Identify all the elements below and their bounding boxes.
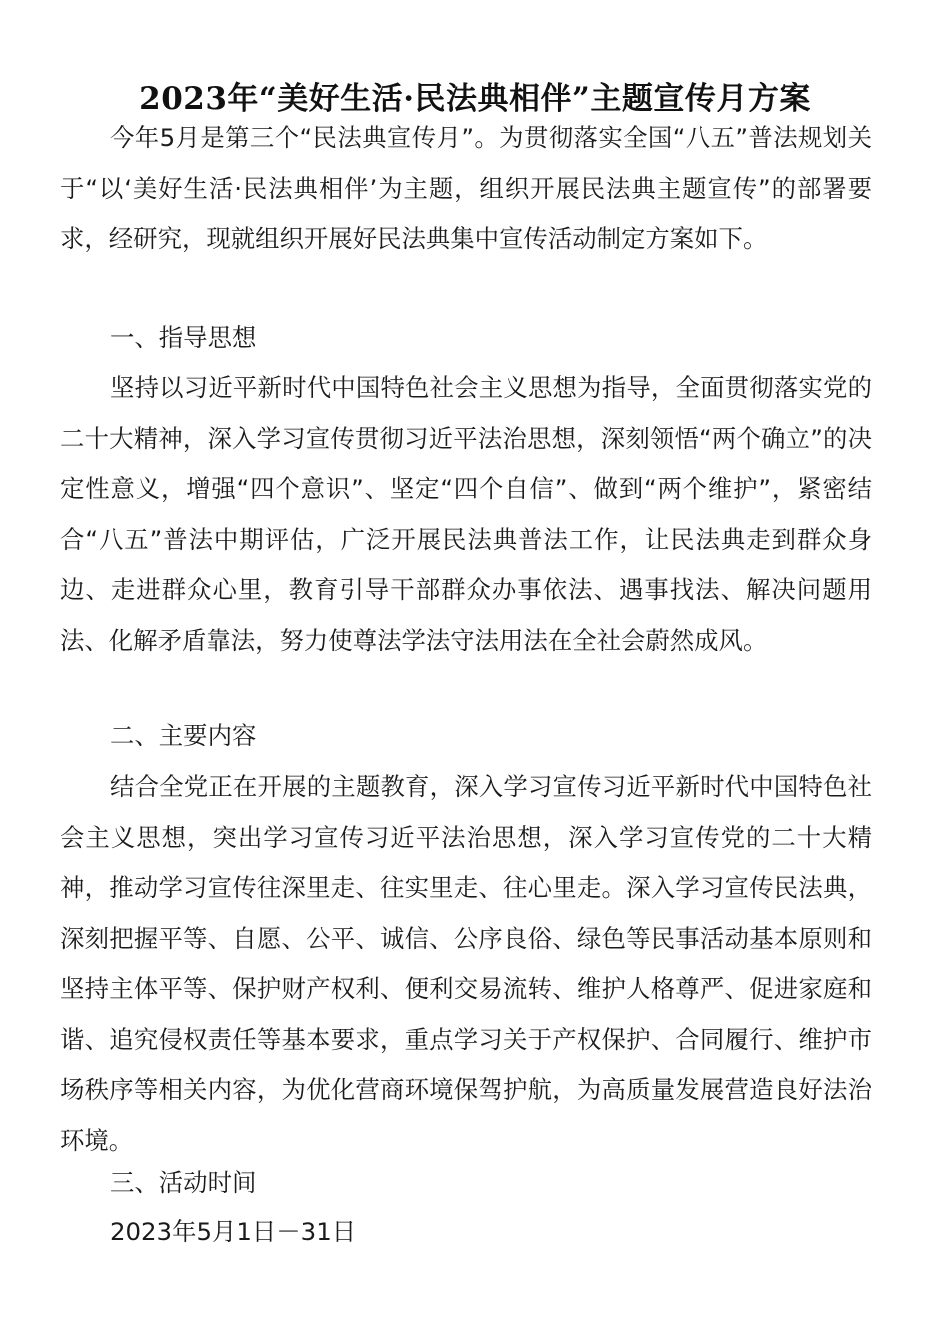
section-paragraph-guiding-ideology: 坚持以习近平新时代中国特色社会主义思想为指导，全面贯彻落实党的二十大精神，深入学习宣传贯彻习近平法治思想，深刻领悟“两个确立”的决定性意义，增强“四个意识”、坚定“四个自信”、做到“两个维护”，紧密结合“八五”普法中期评估，广泛开展民法典普法工作，让民法典走到群众身边、走进群众心里，教育引导干部群众办事依法、遇事找法、解决问题用法、化解矛盾靠法，努力使尊法学法守法用法在全社会蔚然成风。 bbox=[60, 373, 872, 655]
section-heading-guiding-ideology: 一、指导思想 bbox=[110, 323, 257, 352]
section-heading-main-content: 二、主要内容 bbox=[110, 721, 257, 750]
section-heading-activity-time: 三、活动时间 bbox=[110, 1168, 257, 1197]
section-paragraph-main-content: 结合全党正在开展的主题教育，深入学习宣传习近平新时代中国特色社会主义思想，突出学习宣传习近平法治思想，深入学习宣传党的二十大精神，推动学习宣传往深里走、往实里走、往心里走。深入学习宣传民法典，深刻把握平等、自愿、公平、诚信、公序良俗、绿色等民事活动基本原则和坚持主体平等、保护财产权利、便利交易流转、维护人格尊严、促进家庭和谐、追究侵权责任等基本要求，重点学习关于产权保护、合同履行、维护市场秩序等相关内容，为优化营商环境保驾护航，为高质量发展营造良好法治环境。 bbox=[60, 772, 872, 1155]
intro-paragraph: 今年5月是第三个“民法典宣传月”。为贯彻落实全国“八五”普法规划关于“以‘美好生活·民法典相伴’为主题，组织开展民法典主题宣传”的部署要求，经研究，现就组织开展好民法典集中宣传活动制定方案如下。 bbox=[60, 123, 872, 253]
document-title: 2023年“美好生活·民法典相伴”主题宣传月方案 bbox=[139, 80, 811, 117]
activity-date-range: 2023年5月1日－31日 bbox=[110, 1217, 357, 1246]
